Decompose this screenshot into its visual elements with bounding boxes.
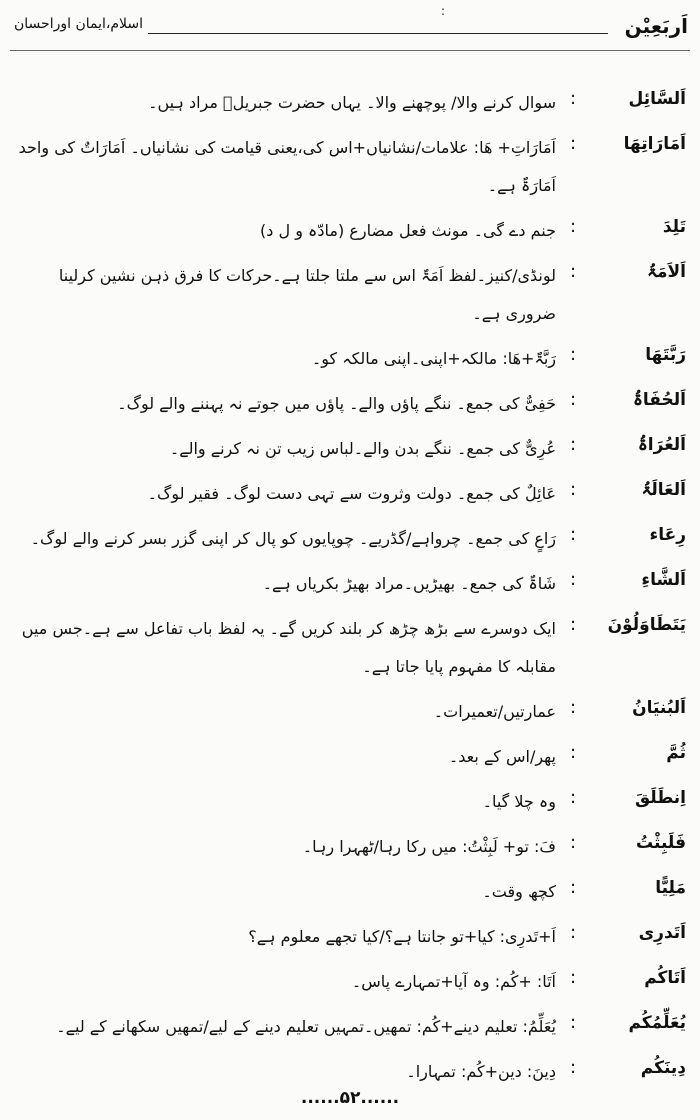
glossary-definition: عَائِلٌ کی جمع۔ دولت وثروت سے تہی دست لوگ۔ فقیر لوگ۔ [147,484,556,503]
glossary-term: دِینَکُم [640,1058,686,1078]
glossary-definition: جنم دے گی۔ مونث فعل مضارع (مادّہ و ل د) [260,221,556,240]
term-separator: : [569,1012,577,1033]
glossary-definition: عمارتیں/تعمیرات۔ [433,702,556,721]
glossary-list [14,84,686,1098]
glossary-term: اَلاَمَۃُ [647,262,686,282]
glossary-entry [14,1008,686,1046]
glossary-definition: ایک دوسرے سے بڑھ چڑھ کر بلند کریں گے۔ یہ لفظ باب تفاعل سے ہے۔جس میں مقابلہ کا مفہوم پایا جاتا ہے۔ [21,619,556,676]
glossary-term: فَلَبِثْتُ [636,833,686,853]
page-header [0,0,700,50]
term-separator: : [569,1057,577,1078]
glossary-definition: وہ چلا گیا۔ [482,792,556,811]
term-separator: : [569,479,577,500]
glossary-definition: شَاۃٌ کی جمع۔ بھیڑیں۔مراد بھیڑ بکریاں ہے۔ [262,574,556,593]
glossary-definition: رَبَّۃٌ+هَا: مالکہ+اپنی۔اپنی مالکہ کو۔ [311,349,556,368]
term-separator: : [569,832,577,853]
glossary-definition: دِینَ: دین+کُم: تمہارا۔ [406,1062,556,1081]
glossary-entry [14,693,686,731]
glossary-term: اَلحُفَاۃُ [632,390,686,410]
glossary-entry [14,129,686,205]
glossary-entry [14,565,686,603]
glossary-entry [14,340,686,378]
term-separator: : [569,967,577,988]
glossary-entry [14,828,686,866]
term-separator: : [569,216,577,237]
glossary-definition: اَمَارَاتِ+ هَا: علامات/نشانیاں+اس کی،یعنی قیامت کی نشانیاں۔ اَمَارَاتٌ کی واحد اَمَارَۃٌ ہے۔ [18,138,556,195]
glossary-entry [14,738,686,776]
glossary-entry [14,385,686,423]
glossary-term: رَبَّتَهَا [645,345,686,365]
glossary-entry [14,873,686,911]
term-separator: : [569,344,577,365]
glossary-definition: کچھ وقت۔ [482,882,556,901]
glossary-entry [14,610,686,686]
glossary-term: اَمَارَاتِهَا [623,134,686,154]
glossary-definition: پھر/اس کے بعد۔ [448,747,556,766]
term-separator: : [569,614,577,635]
glossary-definition: اَ+تَدرِی: کیا+تو جانتا ہے؟/کیا تجھے معلوم ہے؟ [248,927,556,946]
term-separator: : [569,697,577,718]
glossary-definition: سوال کرنے والا/ پوچھنے والا۔ یہاں حضرت جبریلؑ مراد ہیں۔ [148,93,556,112]
glossary-definition: عُرِیٌّ کی جمع۔ ننگے بدن والے۔لباس زیب تن نہ کرنے والے۔ [169,439,556,458]
glossary-term: اَتَدرِی [638,923,686,943]
glossary-term: اِنطَلَقَ [634,788,686,808]
glossary-term: تَلِدَ [662,217,686,237]
glossary-definition: اَتَا: +کُم: وہ آیا+تمہارے پاس۔ [351,972,556,991]
glossary-term: مَلِیًّا [655,878,686,898]
glossary-term: رِعَاء [649,525,686,545]
term-separator: : [569,389,577,410]
glossary-term: اَتَاکُم [644,968,686,988]
glossary-definition: حَفِیٌّ کی جمع۔ ننگے پاؤں والے۔ پاؤں میں جوتے نہ پہننے والے لوگ۔ [117,394,556,413]
term-separator: : [569,88,577,109]
glossary-entry [14,430,686,468]
header-mark: : [441,4,446,18]
page-divider [10,50,690,51]
glossary-term: یُعَلِّمُکُم [628,1013,686,1033]
term-separator: : [569,569,577,590]
glossary-entry [14,520,686,558]
glossary-entry [14,475,686,513]
glossary-definition: رَاعٍ کی جمع۔ چرواہے/گڈریے۔ چوپایوں کو پال کر اپنی گزر بسر کرنے والے لوگ۔ [30,529,556,548]
glossary-entry [14,1053,686,1091]
term-separator: : [569,524,577,545]
glossary-term: ثُمَّ [666,743,686,763]
glossary-term: اَلعَالَۃُ [641,480,686,500]
term-separator: : [569,877,577,898]
glossary-term: یَتَطَاوَلُوْنَ [607,615,686,635]
glossary-entry [14,212,686,250]
glossary-entry [14,257,686,333]
glossary-definition: لونڈی/کنیز۔لفظ اَمَۃٌ اس سے ملتا جلتا ہے۔حرکات کا فرق ذہن نشین کرلینا ضروری ہے۔ [58,266,556,323]
glossary-entry [14,783,686,821]
glossary-term: اَلبُنیَانُ [632,698,686,718]
glossary-definition: یُعَلِّمُ: تعلیم دینے+کُم: تمھیں۔تمہیں تعلیم دینے کے لیے/تمھیں سکھانے کے لیے۔ [56,1017,556,1036]
header-rule [148,33,608,34]
glossary-definition: فَ: تو+ لَبِثْتُ: میں رکا رہا/ٹھہرا رہا۔ [302,837,556,856]
glossary-term: اَلشَّاءِ [641,570,686,590]
term-separator: : [569,133,577,154]
term-separator: : [569,261,577,282]
term-separator: : [569,434,577,455]
glossary-entry [14,963,686,1001]
term-separator: : [569,787,577,808]
chapter-title: اسلام،ایمان اوراحسان [14,16,144,32]
glossary-entry [14,918,686,956]
glossary-term: اَلعُرَاۃُ [637,435,686,455]
term-separator: : [569,922,577,943]
glossary-term: اَلسَّائِل [628,89,686,109]
page-number: ......۵۲...... [300,1088,400,1108]
book-title: اَربَعِیْن [624,14,688,38]
glossary-entry [14,84,686,122]
term-separator: : [569,742,577,763]
